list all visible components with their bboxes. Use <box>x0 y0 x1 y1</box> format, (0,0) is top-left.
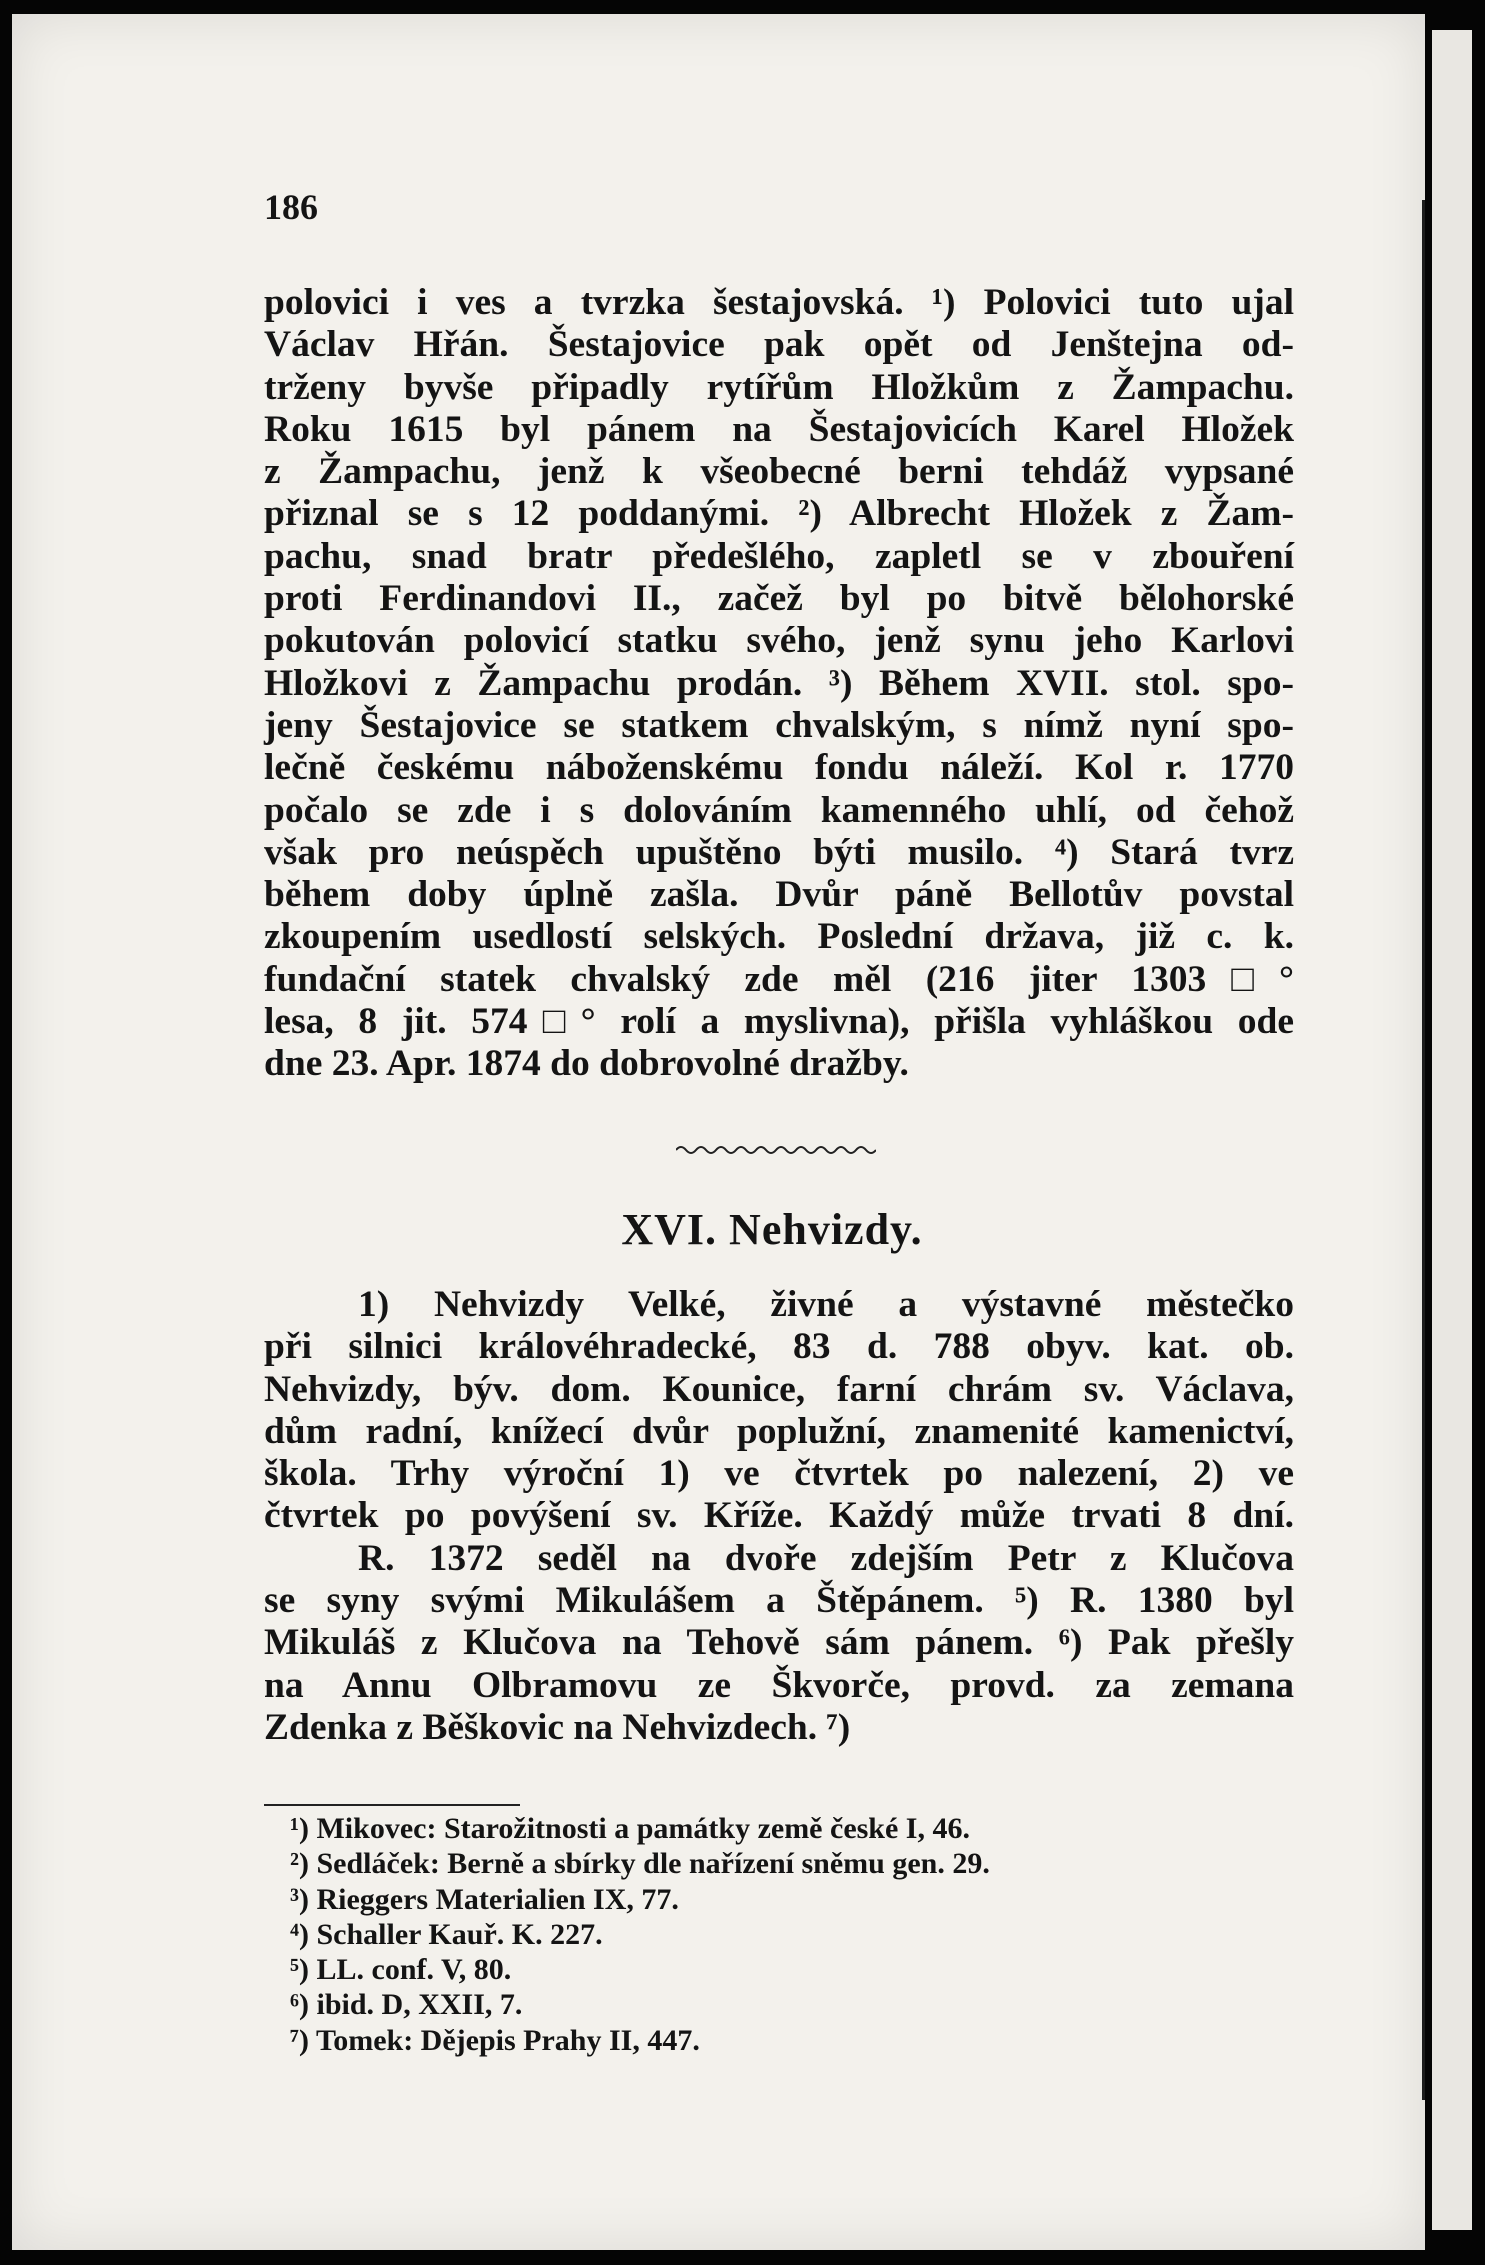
page-edge-shadow <box>1422 200 1425 2100</box>
text-line: fundační statek chvalský zde měl (216 jiter 1303□° <box>264 958 1294 1000</box>
text-line: proti Ferdinandovi II., začež byl po bitvě bělohorské <box>264 578 1294 620</box>
text-line: jeny Šestajovice se statkem chvalským, s nímž nyní spo- <box>264 704 1294 746</box>
text-line: lesa, 8 jit. 574□° rolí a myslivna), přišla vyhláškou ode <box>264 1001 1294 1043</box>
text-line: pokutován polovicí statku svého, jenž synu jeho Karlovi <box>264 620 1294 662</box>
footnote: ³) Rieggers Materialien IX, 77. <box>290 1882 679 1916</box>
text-line: Václav Hřán. Šestajovice pak opět od Jenštejna od- <box>264 324 1294 366</box>
footnote: ⁴) Schaller Kauř. K. 227. <box>290 1917 603 1951</box>
footnote: ⁷) Tomek: Dějepis Prahy II, 447. <box>290 2023 700 2057</box>
text-line: Mikuláš z Klučova na Tehově sám pánem. ⁶) Pak přešly <box>264 1622 1294 1664</box>
text-line: na Annu Olbramovu ze Škvorče, provd. za zemana <box>264 1664 1294 1706</box>
text-line: 1) Nehvizdy Velké, živné a výstavné městečko <box>358 1284 1294 1325</box>
text-line: počalo se zde i s dolováním kamenného uhlí, od čehož <box>264 789 1294 831</box>
text-line: přiznal se s 12 poddanými. ²) Albrecht Hložek z Žam- <box>264 493 1294 535</box>
footnotes <box>290 1811 1190 2058</box>
wavy-divider <box>676 1142 876 1158</box>
text-line: Nehvizdy, býv. dom. Kounice, farní chrám sv. Václava, <box>264 1368 1294 1410</box>
text-line: škola. Trhy výroční 1) ve čtvrtek po nalezení, 2) ve <box>264 1453 1294 1495</box>
text-line: trženy byvše připadly rytířům Hložkům z Žampachu. <box>264 366 1294 408</box>
footnote: ⁶) ibid. D, XXII, 7. <box>290 1988 523 2022</box>
text-line: pachu, snad bratr předešlého, zapletl se v zbouření <box>264 535 1294 577</box>
text-line: R. 1372 seděl na dvoře zdejším Petr z Klučova <box>358 1537 1294 1579</box>
paragraph-sestajovice <box>264 282 1294 1086</box>
text-line: dům radní, knížecí dvůr poplužní, znamenité kamenictví, <box>264 1410 1294 1452</box>
text-line: z Žampachu, jenž k všeobecné berni tehdáž vypsané <box>264 451 1294 493</box>
text-line: při silnici královéhradecké, 83 d. 788 obyv. kat. ob. <box>264 1326 1294 1368</box>
footnote: ¹) Mikovec: Starožitnosti a památky země české I, 46. <box>290 1812 970 1845</box>
footnote: ²) Sedláček: Berně a sbírky dle nařízení sněmu gen. 29. <box>290 1847 990 1881</box>
text-line: dne 23. Apr. 1874 do dobrovolné dražby. <box>264 1043 909 1085</box>
text-line: však pro neúspěch upuštěno býti musilo. ⁴) Stará tvrz <box>264 831 1294 873</box>
text-line: zkoupením usedlostí selských. Poslední država, již c. k. <box>264 916 1294 958</box>
book-page <box>12 14 1425 2250</box>
text-line: lečně českému náboženskému fondu náleží. Kol r. 1770 <box>264 747 1294 789</box>
text-line: Zdenka z Běškovic na Nehvizdech. ⁷) <box>264 1706 851 1748</box>
text-line: Hložkovi z Žampachu prodán. ³) Během XVII. stol. spo- <box>264 662 1294 704</box>
page-number: 186 <box>264 187 318 227</box>
text-line: polovici i ves a tvrzka šestajovská. ¹) Polovici tuto ujal <box>264 282 1294 323</box>
text-line: Roku 1615 byl pánem na Šestajovicích Karel Hložek <box>264 408 1294 450</box>
section-heading: XVI. Nehvizdy. <box>621 1205 923 1254</box>
paragraph-nehvizdy <box>264 1284 1294 1749</box>
adjacent-page-edge <box>1432 30 1472 2230</box>
text-line: čtvrtek po povýšení sv. Kříže. Každý může trvati 8 dní. <box>264 1495 1294 1537</box>
text-line: během doby úplně zašla. Dvůr páně Bellotův povstal <box>264 874 1294 916</box>
footnote-rule <box>264 1804 520 1806</box>
text-line: se syny svými Mikulášem a Štěpánem. ⁵) R. 1380 byl <box>264 1580 1294 1622</box>
footnote: ⁵) LL. conf. V, 80. <box>290 1953 512 1987</box>
